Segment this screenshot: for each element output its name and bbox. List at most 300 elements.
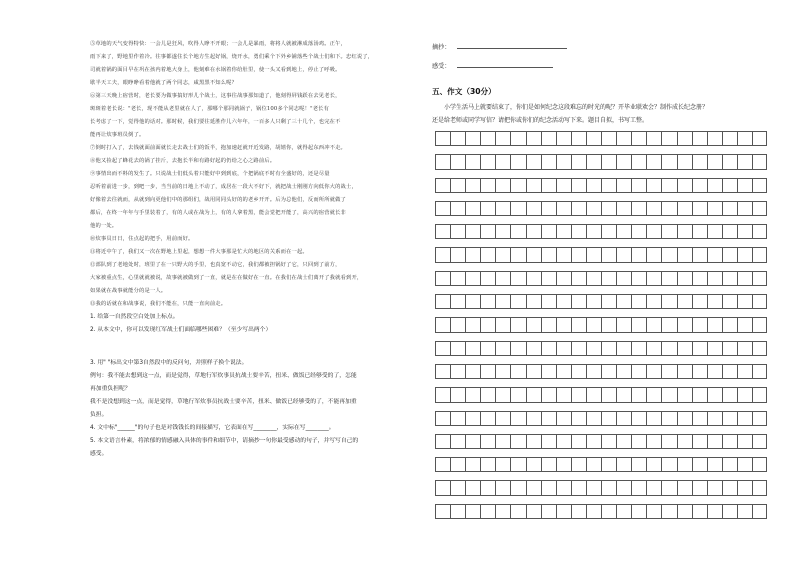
- grid-cell[interactable]: [480, 201, 495, 216]
- grid-cell[interactable]: [631, 224, 646, 239]
- grid-cell[interactable]: [737, 504, 752, 519]
- grid-cell[interactable]: [465, 411, 480, 426]
- grid-cell[interactable]: [677, 154, 692, 169]
- grid-cell[interactable]: [526, 411, 541, 426]
- grid-cell[interactable]: [616, 131, 631, 146]
- grid-cell[interactable]: [646, 457, 661, 472]
- feeling-line[interactable]: [457, 61, 553, 68]
- grid-cell[interactable]: [692, 154, 707, 169]
- grid-cell[interactable]: [465, 341, 480, 356]
- grid-cell[interactable]: [435, 201, 450, 216]
- grid-cell[interactable]: [571, 411, 586, 426]
- grid-cell[interactable]: [752, 247, 767, 262]
- grid-cell[interactable]: [541, 411, 556, 426]
- grid-cell[interactable]: [601, 434, 616, 449]
- grid-cell[interactable]: [465, 247, 480, 262]
- grid-cell[interactable]: [510, 480, 525, 495]
- grid-cell[interactable]: [601, 457, 616, 472]
- grid-cell[interactable]: [435, 247, 450, 262]
- grid-cell[interactable]: [601, 317, 616, 332]
- grid-cell[interactable]: [435, 504, 450, 519]
- grid-cell[interactable]: [556, 504, 571, 519]
- grid-cell[interactable]: [465, 201, 480, 216]
- grid-cell[interactable]: [707, 224, 722, 239]
- grid-cell[interactable]: [495, 247, 510, 262]
- grid-cell[interactable]: [586, 131, 601, 146]
- grid-cell[interactable]: [722, 154, 737, 169]
- grid-cell[interactable]: [631, 271, 646, 286]
- grid-cell[interactable]: [541, 480, 556, 495]
- composition-grid[interactable]: [435, 131, 767, 527]
- grid-cell[interactable]: [661, 224, 676, 239]
- grid-cell[interactable]: [450, 131, 465, 146]
- grid-cell[interactable]: [616, 178, 631, 193]
- grid-cell[interactable]: [541, 504, 556, 519]
- grid-cell[interactable]: [450, 504, 465, 519]
- grid-cell[interactable]: [752, 364, 767, 379]
- grid-cell[interactable]: [737, 294, 752, 309]
- grid-cell[interactable]: [510, 411, 525, 426]
- grid-cell[interactable]: [737, 178, 752, 193]
- grid-cell[interactable]: [571, 387, 586, 402]
- grid-cell[interactable]: [480, 178, 495, 193]
- grid-cell[interactable]: [752, 387, 767, 402]
- grid-cell[interactable]: [556, 364, 571, 379]
- grid-cell[interactable]: [692, 341, 707, 356]
- grid-cell[interactable]: [556, 178, 571, 193]
- grid-cell[interactable]: [737, 387, 752, 402]
- grid-cell[interactable]: [692, 247, 707, 262]
- excerpt-field[interactable]: [432, 38, 772, 57]
- grid-cell[interactable]: [480, 341, 495, 356]
- grid-cell[interactable]: [450, 224, 465, 239]
- grid-cell[interactable]: [586, 341, 601, 356]
- grid-cell[interactable]: [707, 411, 722, 426]
- grid-cell[interactable]: [556, 317, 571, 332]
- grid-cell[interactable]: [586, 411, 601, 426]
- grid-cell[interactable]: [435, 271, 450, 286]
- grid-cell[interactable]: [661, 457, 676, 472]
- grid-cell[interactable]: [571, 201, 586, 216]
- grid-cell[interactable]: [495, 434, 510, 449]
- grid-cell[interactable]: [601, 271, 616, 286]
- grid-cell[interactable]: [526, 154, 541, 169]
- grid-cell[interactable]: [586, 504, 601, 519]
- grid-cell[interactable]: [692, 364, 707, 379]
- grid-cell[interactable]: [465, 224, 480, 239]
- grid-cell[interactable]: [495, 457, 510, 472]
- grid-cell[interactable]: [752, 294, 767, 309]
- grid-cell[interactable]: [450, 317, 465, 332]
- grid-cell[interactable]: [510, 201, 525, 216]
- grid-cell[interactable]: [631, 247, 646, 262]
- grid-cell[interactable]: [722, 434, 737, 449]
- grid-cell[interactable]: [707, 387, 722, 402]
- grid-cell[interactable]: [661, 131, 676, 146]
- grid-cell[interactable]: [480, 294, 495, 309]
- grid-cell[interactable]: [571, 178, 586, 193]
- grid-cell[interactable]: [435, 434, 450, 449]
- grid-cell[interactable]: [435, 154, 450, 169]
- grid-cell[interactable]: [677, 131, 692, 146]
- grid-cell[interactable]: [601, 247, 616, 262]
- grid-cell[interactable]: [661, 387, 676, 402]
- grid-cell[interactable]: [526, 271, 541, 286]
- grid-cell[interactable]: [435, 411, 450, 426]
- grid-cell[interactable]: [556, 247, 571, 262]
- grid-cell[interactable]: [480, 154, 495, 169]
- grid-cell[interactable]: [677, 364, 692, 379]
- grid-cell[interactable]: [541, 434, 556, 449]
- grid-cell[interactable]: [692, 294, 707, 309]
- grid-cell[interactable]: [677, 224, 692, 239]
- grid-cell[interactable]: [722, 224, 737, 239]
- grid-cell[interactable]: [752, 341, 767, 356]
- grid-cell[interactable]: [450, 364, 465, 379]
- grid-cell[interactable]: [541, 457, 556, 472]
- grid-cell[interactable]: [465, 294, 480, 309]
- grid-cell[interactable]: [510, 294, 525, 309]
- grid-cell[interactable]: [677, 480, 692, 495]
- grid-cell[interactable]: [677, 271, 692, 286]
- grid-cell[interactable]: [495, 387, 510, 402]
- grid-cell[interactable]: [480, 131, 495, 146]
- grid-cell[interactable]: [692, 480, 707, 495]
- grid-cell[interactable]: [526, 341, 541, 356]
- grid-cell[interactable]: [752, 504, 767, 519]
- grid-cell[interactable]: [707, 364, 722, 379]
- grid-cell[interactable]: [450, 201, 465, 216]
- grid-cell[interactable]: [541, 201, 556, 216]
- grid-cell[interactable]: [465, 131, 480, 146]
- grid-cell[interactable]: [526, 480, 541, 495]
- grid-cell[interactable]: [495, 294, 510, 309]
- grid-cell[interactable]: [692, 434, 707, 449]
- grid-cell[interactable]: [722, 480, 737, 495]
- grid-cell[interactable]: [737, 364, 752, 379]
- grid-cell[interactable]: [646, 364, 661, 379]
- grid-cell[interactable]: [495, 341, 510, 356]
- grid-cell[interactable]: [722, 271, 737, 286]
- grid-cell[interactable]: [435, 457, 450, 472]
- grid-cell[interactable]: [707, 178, 722, 193]
- grid-cell[interactable]: [571, 504, 586, 519]
- grid-cell[interactable]: [722, 457, 737, 472]
- grid-cell[interactable]: [601, 294, 616, 309]
- grid-cell[interactable]: [571, 154, 586, 169]
- grid-cell[interactable]: [450, 294, 465, 309]
- grid-cell[interactable]: [480, 271, 495, 286]
- grid-cell[interactable]: [510, 271, 525, 286]
- grid-cell[interactable]: [510, 387, 525, 402]
- grid-cell[interactable]: [465, 387, 480, 402]
- grid-cell[interactable]: [661, 178, 676, 193]
- grid-cell[interactable]: [450, 387, 465, 402]
- grid-cell[interactable]: [631, 504, 646, 519]
- grid-cell[interactable]: [541, 364, 556, 379]
- grid-cell[interactable]: [450, 271, 465, 286]
- grid-cell[interactable]: [722, 201, 737, 216]
- grid-cell[interactable]: [722, 364, 737, 379]
- grid-cell[interactable]: [661, 341, 676, 356]
- grid-cell[interactable]: [677, 294, 692, 309]
- grid-cell[interactable]: [661, 364, 676, 379]
- grid-cell[interactable]: [510, 224, 525, 239]
- grid-cell[interactable]: [631, 457, 646, 472]
- grid-cell[interactable]: [601, 201, 616, 216]
- grid-cell[interactable]: [526, 224, 541, 239]
- grid-cell[interactable]: [722, 504, 737, 519]
- grid-cell[interactable]: [752, 224, 767, 239]
- grid-cell[interactable]: [646, 341, 661, 356]
- grid-cell[interactable]: [707, 201, 722, 216]
- grid-cell[interactable]: [450, 247, 465, 262]
- grid-cell[interactable]: [752, 457, 767, 472]
- grid-cell[interactable]: [707, 317, 722, 332]
- grid-cell[interactable]: [661, 504, 676, 519]
- grid-cell[interactable]: [722, 294, 737, 309]
- grid-cell[interactable]: [752, 201, 767, 216]
- grid-cell[interactable]: [601, 387, 616, 402]
- grid-cell[interactable]: [571, 317, 586, 332]
- grid-cell[interactable]: [646, 178, 661, 193]
- grid-cell[interactable]: [737, 457, 752, 472]
- grid-cell[interactable]: [707, 504, 722, 519]
- grid-cell[interactable]: [586, 247, 601, 262]
- grid-cell[interactable]: [692, 317, 707, 332]
- grid-cell[interactable]: [541, 178, 556, 193]
- grid-cell[interactable]: [571, 364, 586, 379]
- grid-cell[interactable]: [616, 411, 631, 426]
- grid-cell[interactable]: [646, 434, 661, 449]
- grid-cell[interactable]: [541, 387, 556, 402]
- grid-cell[interactable]: [465, 434, 480, 449]
- grid-cell[interactable]: [601, 341, 616, 356]
- grid-cell[interactable]: [707, 434, 722, 449]
- grid-cell[interactable]: [526, 434, 541, 449]
- grid-cell[interactable]: [677, 504, 692, 519]
- grid-cell[interactable]: [661, 411, 676, 426]
- grid-cell[interactable]: [586, 154, 601, 169]
- grid-cell[interactable]: [752, 411, 767, 426]
- grid-cell[interactable]: [646, 247, 661, 262]
- grid-cell[interactable]: [646, 271, 661, 286]
- grid-cell[interactable]: [556, 271, 571, 286]
- grid-cell[interactable]: [495, 178, 510, 193]
- grid-cell[interactable]: [631, 387, 646, 402]
- grid-cell[interactable]: [541, 294, 556, 309]
- grid-cell[interactable]: [737, 411, 752, 426]
- grid-cell[interactable]: [450, 434, 465, 449]
- grid-cell[interactable]: [722, 411, 737, 426]
- grid-cell[interactable]: [752, 317, 767, 332]
- grid-cell[interactable]: [435, 178, 450, 193]
- grid-cell[interactable]: [556, 411, 571, 426]
- grid-cell[interactable]: [601, 411, 616, 426]
- grid-cell[interactable]: [571, 434, 586, 449]
- grid-cell[interactable]: [737, 341, 752, 356]
- grid-cell[interactable]: [661, 434, 676, 449]
- grid-cell[interactable]: [737, 480, 752, 495]
- grid-cell[interactable]: [586, 387, 601, 402]
- grid-cell[interactable]: [737, 271, 752, 286]
- answer-space[interactable]: [90, 337, 415, 357]
- grid-cell[interactable]: [707, 131, 722, 146]
- grid-cell[interactable]: [480, 247, 495, 262]
- grid-cell[interactable]: [601, 480, 616, 495]
- grid-cell[interactable]: [752, 271, 767, 286]
- grid-cell[interactable]: [677, 457, 692, 472]
- grid-cell[interactable]: [571, 271, 586, 286]
- grid-cell[interactable]: [631, 131, 646, 146]
- grid-cell[interactable]: [661, 247, 676, 262]
- grid-cell[interactable]: [677, 178, 692, 193]
- grid-cell[interactable]: [541, 271, 556, 286]
- grid-cell[interactable]: [526, 178, 541, 193]
- grid-cell[interactable]: [435, 480, 450, 495]
- grid-cell[interactable]: [692, 411, 707, 426]
- grid-cell[interactable]: [752, 480, 767, 495]
- grid-cell[interactable]: [526, 364, 541, 379]
- grid-cell[interactable]: [677, 411, 692, 426]
- grid-cell[interactable]: [737, 247, 752, 262]
- grid-cell[interactable]: [616, 341, 631, 356]
- grid-cell[interactable]: [435, 131, 450, 146]
- grid-cell[interactable]: [616, 317, 631, 332]
- grid-cell[interactable]: [692, 178, 707, 193]
- grid-cell[interactable]: [586, 178, 601, 193]
- grid-cell[interactable]: [526, 201, 541, 216]
- grid-cell[interactable]: [526, 294, 541, 309]
- grid-cell[interactable]: [646, 387, 661, 402]
- grid-cell[interactable]: [631, 294, 646, 309]
- grid-cell[interactable]: [510, 364, 525, 379]
- grid-cell[interactable]: [541, 224, 556, 239]
- grid-cell[interactable]: [435, 387, 450, 402]
- grid-cell[interactable]: [556, 457, 571, 472]
- grid-cell[interactable]: [541, 131, 556, 146]
- grid-cell[interactable]: [541, 317, 556, 332]
- grid-cell[interactable]: [586, 480, 601, 495]
- grid-cell[interactable]: [646, 294, 661, 309]
- grid-cell[interactable]: [495, 131, 510, 146]
- grid-cell[interactable]: [677, 201, 692, 216]
- grid-cell[interactable]: [495, 504, 510, 519]
- grid-cell[interactable]: [677, 247, 692, 262]
- grid-cell[interactable]: [631, 341, 646, 356]
- grid-cell[interactable]: [692, 387, 707, 402]
- grid-cell[interactable]: [556, 294, 571, 309]
- grid-cell[interactable]: [661, 317, 676, 332]
- grid-cell[interactable]: [586, 457, 601, 472]
- grid-cell[interactable]: [450, 457, 465, 472]
- grid-cell[interactable]: [631, 434, 646, 449]
- feeling-field[interactable]: [432, 57, 772, 76]
- grid-cell[interactable]: [616, 504, 631, 519]
- grid-cell[interactable]: [661, 201, 676, 216]
- grid-cell[interactable]: [752, 154, 767, 169]
- grid-cell[interactable]: [510, 504, 525, 519]
- grid-cell[interactable]: [571, 341, 586, 356]
- excerpt-line[interactable]: [457, 42, 567, 49]
- grid-cell[interactable]: [616, 271, 631, 286]
- grid-cell[interactable]: [541, 154, 556, 169]
- grid-cell[interactable]: [722, 178, 737, 193]
- grid-cell[interactable]: [692, 271, 707, 286]
- grid-cell[interactable]: [495, 411, 510, 426]
- grid-cell[interactable]: [465, 457, 480, 472]
- grid-cell[interactable]: [601, 131, 616, 146]
- grid-cell[interactable]: [480, 480, 495, 495]
- grid-cell[interactable]: [616, 480, 631, 495]
- grid-cell[interactable]: [510, 434, 525, 449]
- grid-cell[interactable]: [707, 271, 722, 286]
- grid-cell[interactable]: [586, 201, 601, 216]
- grid-cell[interactable]: [541, 247, 556, 262]
- grid-cell[interactable]: [495, 317, 510, 332]
- grid-cell[interactable]: [616, 201, 631, 216]
- grid-cell[interactable]: [707, 457, 722, 472]
- grid-cell[interactable]: [737, 317, 752, 332]
- grid-cell[interactable]: [752, 178, 767, 193]
- grid-cell[interactable]: [601, 504, 616, 519]
- grid-cell[interactable]: [707, 480, 722, 495]
- grid-cell[interactable]: [737, 201, 752, 216]
- grid-cell[interactable]: [677, 434, 692, 449]
- grid-cell[interactable]: [510, 131, 525, 146]
- grid-cell[interactable]: [526, 247, 541, 262]
- grid-cell[interactable]: [692, 504, 707, 519]
- grid-cell[interactable]: [571, 247, 586, 262]
- grid-cell[interactable]: [510, 247, 525, 262]
- grid-cell[interactable]: [480, 317, 495, 332]
- grid-cell[interactable]: [616, 364, 631, 379]
- grid-cell[interactable]: [450, 411, 465, 426]
- grid-cell[interactable]: [556, 131, 571, 146]
- grid-cell[interactable]: [495, 480, 510, 495]
- grid-cell[interactable]: [571, 457, 586, 472]
- grid-cell[interactable]: [631, 364, 646, 379]
- grid-cell[interactable]: [556, 224, 571, 239]
- grid-cell[interactable]: [495, 154, 510, 169]
- grid-cell[interactable]: [556, 154, 571, 169]
- grid-cell[interactable]: [465, 271, 480, 286]
- grid-cell[interactable]: [480, 224, 495, 239]
- grid-cell[interactable]: [526, 457, 541, 472]
- grid-cell[interactable]: [631, 480, 646, 495]
- grid-cell[interactable]: [646, 504, 661, 519]
- grid-cell[interactable]: [707, 247, 722, 262]
- grid-cell[interactable]: [752, 434, 767, 449]
- grid-cell[interactable]: [510, 154, 525, 169]
- grid-cell[interactable]: [646, 480, 661, 495]
- grid-cell[interactable]: [556, 201, 571, 216]
- grid-cell[interactable]: [707, 341, 722, 356]
- grid-cell[interactable]: [737, 154, 752, 169]
- grid-cell[interactable]: [646, 154, 661, 169]
- grid-cell[interactable]: [631, 411, 646, 426]
- grid-cell[interactable]: [435, 341, 450, 356]
- grid-cell[interactable]: [465, 504, 480, 519]
- grid-cell[interactable]: [571, 480, 586, 495]
- grid-cell[interactable]: [480, 504, 495, 519]
- grid-cell[interactable]: [631, 201, 646, 216]
- grid-cell[interactable]: [692, 457, 707, 472]
- grid-cell[interactable]: [601, 224, 616, 239]
- grid-cell[interactable]: [435, 224, 450, 239]
- grid-cell[interactable]: [677, 387, 692, 402]
- grid-cell[interactable]: [586, 434, 601, 449]
